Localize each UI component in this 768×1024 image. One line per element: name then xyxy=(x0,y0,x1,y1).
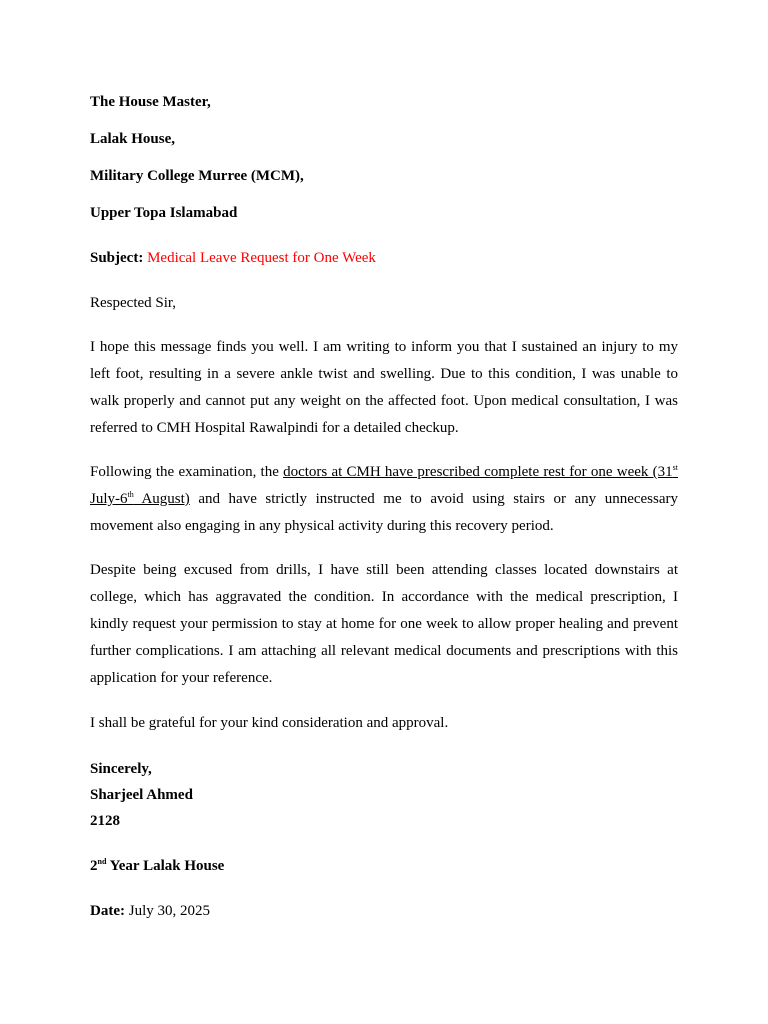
subject-line xyxy=(90,249,376,267)
closing: Sincerely, xyxy=(90,761,152,777)
sender-name: Sharjeel Ahmed xyxy=(90,787,193,803)
body-paragraph-2 xyxy=(90,459,678,540)
ordinal-sup-st: st xyxy=(672,463,678,472)
recipient-line-2: Lalak House, xyxy=(90,131,176,147)
body-paragraph-4: I shall be grateful for your kind consideration and approval. xyxy=(90,715,449,731)
year-line: 2nd Year Lalak House xyxy=(90,857,225,874)
recipient-line-4: Upper Topa Islamabad xyxy=(90,205,238,221)
date-line xyxy=(90,902,210,920)
paragraph-2-underlined-a: doctors at CMH have prescribed complete rest for one week (31st July-6th August) xyxy=(90,463,678,507)
salutation: Respected Sir, xyxy=(90,295,177,311)
date-label: Date: xyxy=(90,903,125,919)
recipient-line-3: Military College Murree (MCM), xyxy=(90,168,304,184)
ordinal-sup-th: th xyxy=(127,490,134,499)
subject-text: Medical Leave Request for One Week xyxy=(147,250,376,266)
letter-page xyxy=(90,0,678,1024)
paragraph-2-intro: Following the examination, the xyxy=(90,464,279,480)
ordinal-sup-nd: nd xyxy=(97,857,107,866)
recipient-line-1: The House Master, xyxy=(90,94,211,110)
body-paragraph-1: I hope this message finds you well. I am writing to inform you that I sustained an injury to my left foot, resulting in a severe ankle twist and swelling. Due to this condition, I was unable to walk properly and cannot put any weight on the affected foot. Upon medical consultation, I was referred to CMH Hospital Rawalpindi for a detailed checkup. xyxy=(90,339,678,436)
sender-number: 2128 xyxy=(90,813,120,829)
paragraph-2-rest: and have strictly instructed me to avoid using stairs or any unnecessary movement also engaging in any physical activity during this recovery period. xyxy=(90,491,678,534)
date-value: July 30, 2025 xyxy=(128,903,210,919)
subject-label: Subject: xyxy=(90,250,144,266)
body-paragraph-3: Despite being excused from drills, I have still been attending classes located downstairs at college, which has aggravated the condition. In accordance with the medical prescription, I kindly request your permission to stay at home for one week to allow proper healing and prevent further complications. I am attaching all relevant medical documents and prescriptions with this application for your reference. xyxy=(90,562,678,686)
